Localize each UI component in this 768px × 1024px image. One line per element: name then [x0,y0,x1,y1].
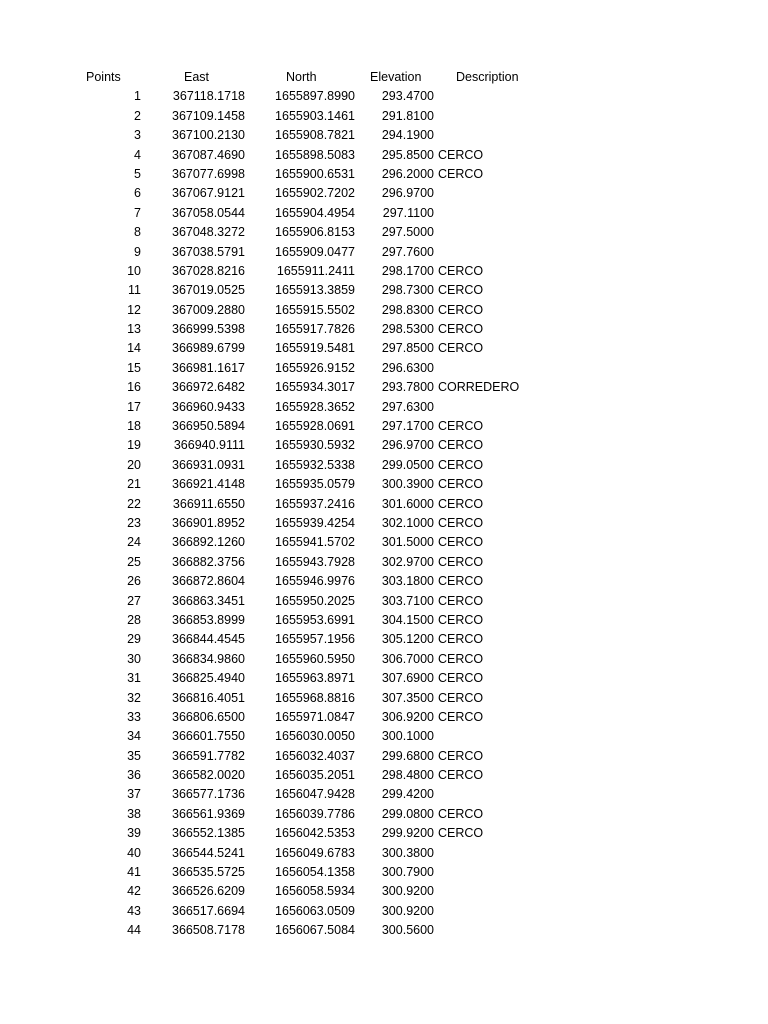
cell-elevation: 302.9700 [381,554,434,569]
cell-east: 366940.9111 [173,438,245,453]
cell-east: 366526.6209 [172,884,245,899]
cell-elevation: 300.3800 [381,845,434,860]
cell-east: 366972.6482 [172,380,245,395]
cell-elevation: 300.1000 [381,729,434,744]
cell-north: 1656039.7786 [275,806,355,821]
cell-point: 16 [127,380,141,395]
cell-east: 366561.9369 [172,806,245,821]
cell-north: 1656047.9428 [275,787,355,802]
cell-north: 1655913.3859 [275,283,355,298]
cell-elevation: 300.3900 [381,477,434,492]
table-row [0,785,768,804]
cell-description: CERCO [438,593,484,608]
cell-north: 1655934.3017 [275,380,355,395]
cell-east: 366834.9860 [172,651,245,666]
cell-description: CERCO [438,283,484,298]
cell-east: 367048.3272 [172,225,245,240]
cell-description: CERCO [438,651,484,666]
cell-east: 366601.7550 [172,729,245,744]
cell-east: 366844.4545 [172,632,245,647]
table-row [0,766,768,785]
cell-point: 17 [127,399,141,414]
cell-point: 26 [127,574,141,589]
table-row [0,708,768,727]
cell-point: 42 [127,884,141,899]
cell-north: 1655917.7826 [275,322,355,337]
cell-north: 1656063.0509 [275,903,355,918]
cell-elevation: 297.7600 [381,244,434,259]
cell-north: 1655897.8990 [275,89,355,104]
table-row [0,320,768,339]
cell-point: 11 [128,283,141,298]
cell-description: CERCO [438,806,484,821]
cell-north: 1655898.5083 [275,147,355,162]
cell-east: 366825.4940 [172,671,245,686]
table-row [0,805,768,824]
cell-east: 366931.0931 [172,457,245,472]
table-row [0,301,768,320]
table-row [0,863,768,882]
table-row [0,650,768,669]
table-row [0,107,768,126]
cell-elevation: 301.5000 [381,535,434,550]
table-row [0,630,768,649]
cell-description: CERCO [438,671,484,686]
cell-elevation: 301.6000 [381,496,434,511]
cell-elevation: 297.5000 [381,225,434,240]
cell-north: 1655935.0579 [275,477,355,492]
cell-description: CORREDERO [438,380,520,395]
table-row [0,436,768,455]
cell-point: 18 [127,419,141,434]
cell-elevation: 302.1000 [381,515,434,530]
cell-east: 367009.2880 [172,302,245,317]
cell-north: 1655909.0477 [275,244,355,259]
cell-east: 366901.8952 [172,515,245,530]
cell-elevation: 293.4700 [381,89,434,104]
cell-elevation: 291.8100 [381,108,434,123]
cell-elevation: 297.1100 [382,205,434,220]
cell-north: 1655939.4254 [275,515,355,530]
table-row [0,204,768,223]
cell-north: 1655911.2411 [276,263,355,278]
cell-north: 1655950.2025 [275,593,355,608]
cell-east: 366981.1617 [172,360,245,375]
cell-point: 13 [127,322,141,337]
cell-description: CERCO [438,438,484,453]
cell-north: 1655915.5502 [275,302,355,317]
cell-elevation: 307.6900 [381,671,434,686]
cell-north: 1655953.6991 [275,612,355,627]
table-row [0,747,768,766]
cell-point: 41 [127,865,141,880]
cell-east: 366806.6500 [172,709,245,724]
cell-point: 37 [127,787,141,802]
cell-point: 10 [127,263,141,278]
cell-north: 1655903.1461 [275,108,355,123]
cell-north: 1655919.5481 [275,341,355,356]
cell-east: 366999.5398 [172,322,245,337]
cell-elevation: 296.2000 [381,166,434,181]
cell-point: 22 [127,496,141,511]
cell-point: 35 [127,748,141,763]
table-row [0,184,768,203]
cell-description: CERCO [438,826,484,841]
cell-description: CERCO [438,341,484,356]
cell-elevation: 307.3500 [381,690,434,705]
cell-description: CERCO [438,322,484,337]
cell-elevation: 303.1800 [381,574,434,589]
cell-east: 366950.5894 [172,419,245,434]
cell-east: 367067.9121 [172,186,245,201]
cell-north: 1655902.7202 [275,186,355,201]
cell-east: 367058.0544 [172,205,245,220]
cell-east: 366535.5725 [172,865,245,880]
table-row [0,146,768,165]
cell-elevation: 306.9200 [381,709,434,724]
table-row [0,689,768,708]
cell-point: 44 [127,923,141,938]
table-row [0,378,768,397]
cell-north: 1656032.4037 [275,748,355,763]
cell-description: CERCO [438,768,484,783]
cell-north: 1655963.8971 [275,671,355,686]
cell-point: 38 [127,806,141,821]
cell-north: 1656035.2051 [275,768,355,783]
table-row [0,165,768,184]
cell-point: 5 [134,166,141,181]
cell-point: 39 [127,826,141,841]
cell-elevation: 293.7800 [381,380,434,395]
cell-description: CERCO [438,574,484,589]
cell-point: 9 [134,244,141,259]
cell-elevation: 299.9200 [381,826,434,841]
cell-elevation: 305.1200 [381,632,434,647]
cell-point: 15 [127,360,141,375]
cell-point: 28 [127,612,141,627]
cell-elevation: 298.5300 [381,322,434,337]
cell-east: 366853.8999 [172,612,245,627]
cell-east: 366960.9433 [172,399,245,414]
cell-description: CERCO [438,535,484,550]
cell-point: 1 [134,89,141,104]
table-row [0,87,768,106]
cell-elevation: 299.6800 [381,748,434,763]
cell-elevation: 299.0500 [381,457,434,472]
cell-elevation: 297.1700 [381,419,434,434]
cell-point: 34 [127,729,141,744]
header-description: Description [456,70,519,84]
cell-east: 366591.7782 [172,748,245,763]
cell-east: 366911.6550 [172,496,245,511]
cell-east: 366863.3451 [172,593,245,608]
table-row [0,844,768,863]
cell-east: 366552.1385 [172,826,245,841]
table-row [0,902,768,921]
cell-point: 21 [127,477,141,492]
cell-point: 3 [134,128,141,143]
table-row [0,359,768,378]
cell-north: 1655930.5932 [275,438,355,453]
header-north: North [286,70,317,84]
survey-points-table [0,68,768,941]
cell-north: 1655937.2416 [275,496,355,511]
cell-point: 4 [134,147,141,162]
cell-north: 1656030.0050 [275,729,355,744]
cell-elevation: 300.9200 [381,884,434,899]
cell-elevation: 298.1700 [381,263,434,278]
table-row [0,223,768,242]
cell-east: 367077.6998 [172,166,245,181]
cell-north: 1655932.5338 [275,457,355,472]
cell-point: 29 [127,632,141,647]
cell-east: 366882.3756 [172,554,245,569]
cell-east: 366872.8604 [172,574,245,589]
table-row [0,475,768,494]
table-row [0,553,768,572]
cell-elevation: 298.7300 [381,283,434,298]
cell-east: 366892.1260 [172,535,245,550]
header-east: East [184,70,210,84]
cell-description: CERCO [438,147,484,162]
cell-point: 32 [127,690,141,705]
cell-north: 1656054.1358 [275,865,355,880]
table-row [0,495,768,514]
cell-elevation: 296.9700 [381,186,434,201]
cell-description: CERCO [438,419,484,434]
table-row [0,456,768,475]
cell-north: 1656067.5084 [275,923,355,938]
cell-east: 366508.7178 [172,923,245,938]
cell-elevation: 294.1900 [381,128,434,143]
cell-description: CERCO [438,166,484,181]
cell-description: CERCO [438,554,484,569]
cell-east: 366921.4148 [172,477,245,492]
cell-east: 367087.4690 [172,147,245,162]
cell-point: 2 [134,108,141,123]
cell-north: 1655908.7821 [275,128,355,143]
cell-north: 1655928.0691 [275,419,355,434]
cell-elevation: 298.4800 [381,768,434,783]
cell-elevation: 297.6300 [381,399,434,414]
table-row [0,243,768,262]
cell-description: CERCO [438,457,484,472]
cell-east: 366544.5241 [172,845,245,860]
table-header [0,68,768,87]
cell-east: 367038.5791 [172,244,245,259]
cell-elevation: 296.9700 [381,438,434,453]
table-row [0,339,768,358]
cell-elevation: 306.7000 [381,651,434,666]
table-body [0,87,768,940]
cell-description: CERCO [438,496,484,511]
table-row [0,281,768,300]
cell-point: 24 [127,535,141,550]
cell-elevation: 298.8300 [381,302,434,317]
cell-elevation: 300.7900 [381,865,434,880]
cell-north: 1655946.9976 [275,574,355,589]
cell-point: 40 [127,845,141,860]
cell-north: 1655968.8816 [275,690,355,705]
cell-north: 1655904.4954 [275,205,355,220]
table-row [0,882,768,901]
cell-north: 1655928.3652 [275,399,355,414]
cell-description: CERCO [438,612,484,627]
cell-point: 36 [127,768,141,783]
cell-east: 366517.6694 [172,903,245,918]
table-row [0,572,768,591]
cell-description: CERCO [438,632,484,647]
cell-point: 12 [127,302,141,317]
cell-north: 1656042.5353 [275,826,355,841]
cell-east: 366577.1736 [172,787,245,802]
cell-point: 23 [127,515,141,530]
cell-elevation: 297.8500 [381,341,434,356]
cell-north: 1655957.1956 [275,632,355,647]
cell-description: CERCO [438,477,484,492]
cell-description: CERCO [438,515,484,530]
cell-east: 367118.1718 [172,89,245,104]
table-row [0,514,768,533]
cell-elevation: 300.9200 [381,903,434,918]
cell-north: 1656058.5934 [275,884,355,899]
cell-description: CERCO [438,690,484,705]
cell-north: 1655971.0847 [275,709,355,724]
cell-point: 30 [127,651,141,666]
table-row [0,611,768,630]
table-row [0,921,768,940]
table-row [0,533,768,552]
cell-east: 367028.8216 [172,263,245,278]
cell-north: 1656049.6783 [275,845,355,860]
cell-north: 1655960.5950 [275,651,355,666]
table-row [0,669,768,688]
cell-elevation: 296.6300 [381,360,434,375]
cell-point: 31 [127,671,141,686]
cell-point: 20 [127,457,141,472]
cell-point: 43 [127,903,141,918]
cell-elevation: 299.4200 [381,787,434,802]
table-row [0,398,768,417]
cell-elevation: 299.0800 [381,806,434,821]
cell-point: 8 [134,225,141,240]
cell-east: 366582.0020 [172,768,245,783]
cell-point: 25 [127,554,141,569]
cell-north: 1655926.9152 [275,360,355,375]
table-row [0,262,768,281]
header-points: Points [86,70,121,84]
cell-description: CERCO [438,263,484,278]
cell-point: 33 [127,709,141,724]
table-row [0,727,768,746]
cell-east: 367109.1458 [172,108,245,123]
table-row [0,592,768,611]
cell-point: 27 [127,593,141,608]
cell-description: CERCO [438,709,484,724]
cell-description: CERCO [438,748,484,763]
cell-elevation: 300.5600 [381,923,434,938]
cell-north: 1655906.8153 [275,225,355,240]
cell-east: 367100.2130 [172,128,245,143]
cell-east: 366816.4051 [172,690,245,705]
table-row [0,417,768,436]
cell-elevation: 304.1500 [381,612,434,627]
table-row [0,126,768,145]
cell-point: 6 [134,186,141,201]
cell-point: 19 [127,438,141,453]
cell-description: CERCO [438,302,484,317]
cell-east: 367019.0525 [172,283,245,298]
cell-north: 1655900.6531 [275,166,355,181]
cell-north: 1655943.7928 [275,554,355,569]
cell-north: 1655941.5702 [275,535,355,550]
cell-elevation: 295.8500 [381,147,434,162]
cell-east: 366989.6799 [172,341,245,356]
cell-elevation: 303.7100 [381,593,434,608]
header-elevation: Elevation [370,70,422,84]
cell-point: 14 [127,341,141,356]
cell-point: 7 [134,205,141,220]
table-row [0,824,768,843]
